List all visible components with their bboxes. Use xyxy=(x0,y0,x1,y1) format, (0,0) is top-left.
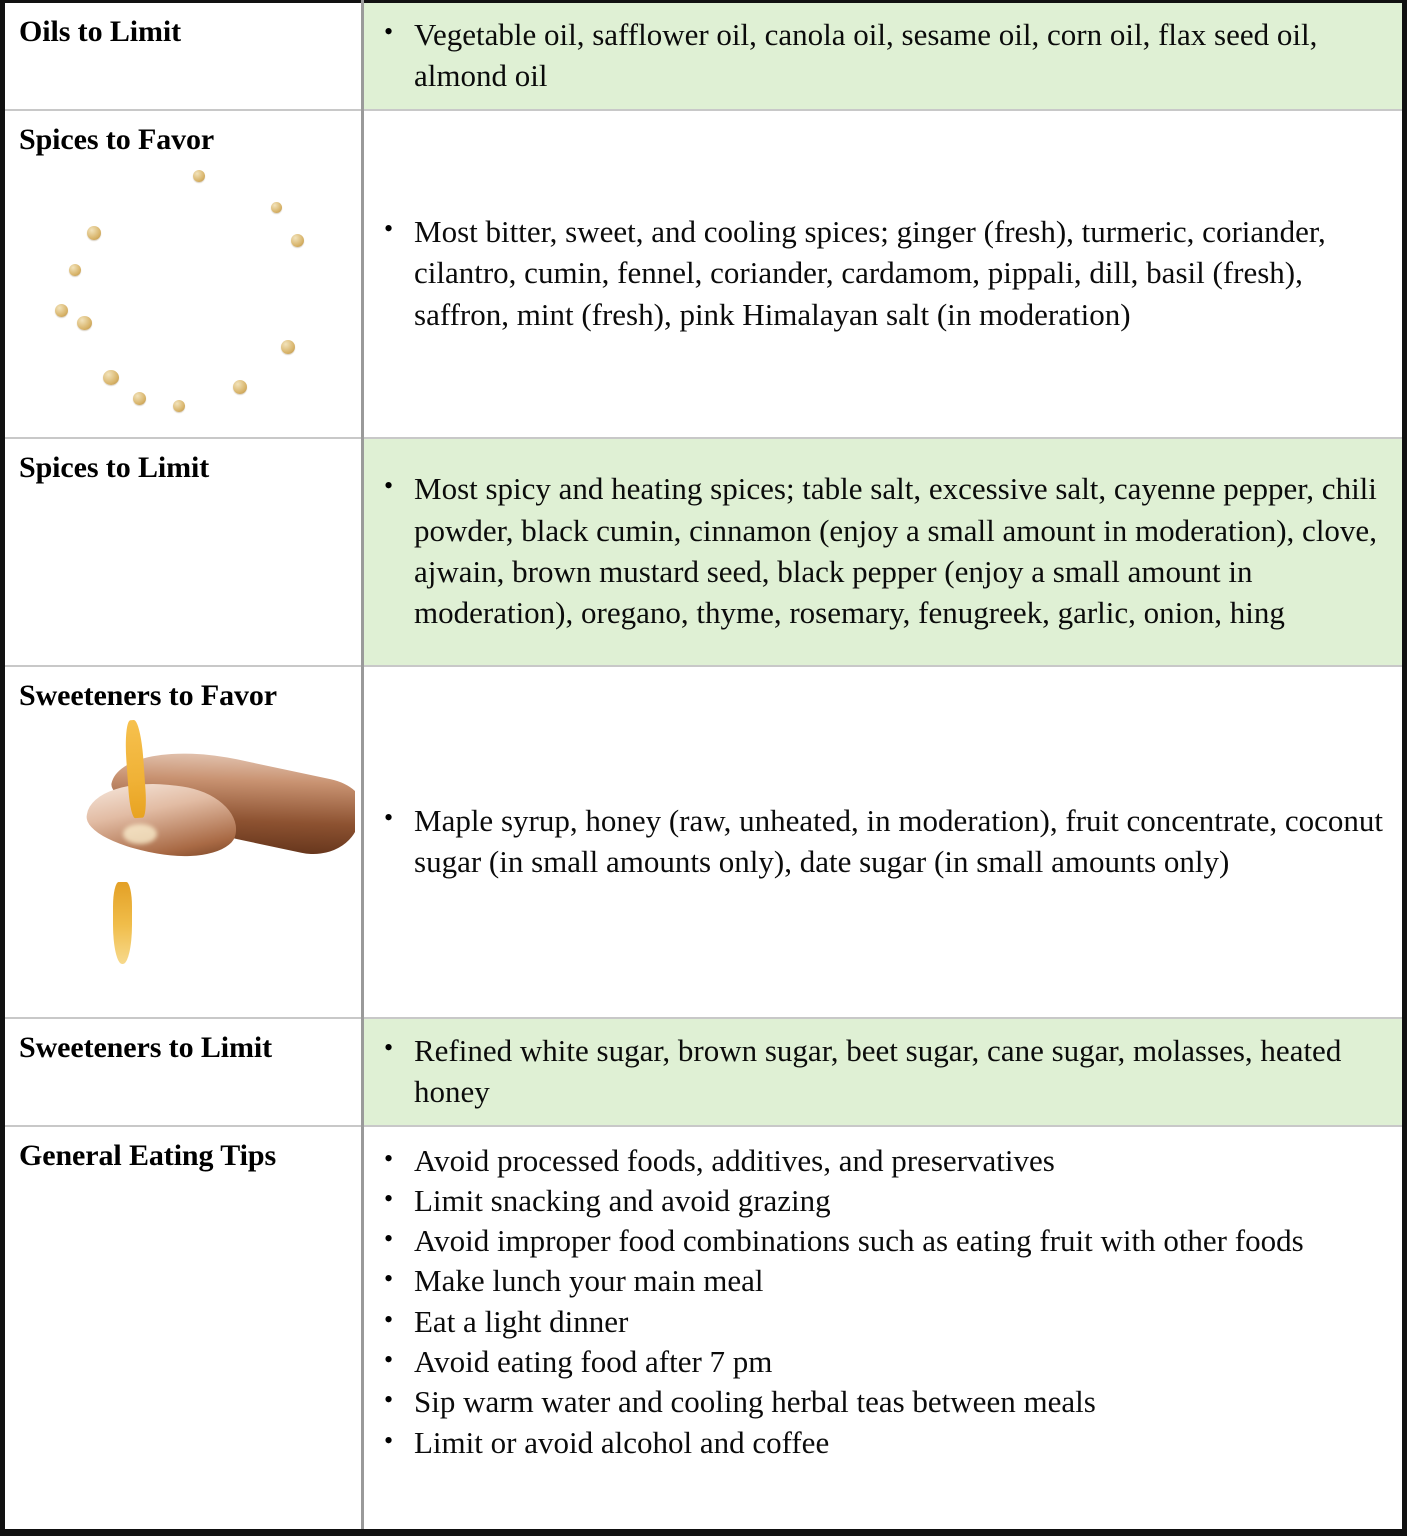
category-cell-general-eating-tips xyxy=(3,1126,363,1533)
honey-highlight xyxy=(123,824,157,844)
seed-grain xyxy=(291,234,304,247)
honey-spoon-photo xyxy=(35,720,355,970)
honey-drip xyxy=(113,882,132,964)
items-cell-spices-to-limit xyxy=(363,438,1405,666)
seed-grain xyxy=(281,340,295,354)
list-item: • Avoid eating food after 7 pm xyxy=(410,1342,1388,1382)
category-cell-sweeteners-to-limit xyxy=(3,1018,363,1126)
item-list xyxy=(376,800,1388,883)
seed-grain xyxy=(55,304,68,317)
category-cell-sweeteners-to-favor xyxy=(3,666,363,1018)
category-label: Oils to Limit xyxy=(19,15,182,48)
seed-grain xyxy=(77,316,92,330)
category-cell-spices-to-favor xyxy=(3,110,363,438)
table-row xyxy=(3,1126,1405,1533)
seed-grain xyxy=(87,226,101,240)
category-label: Spices to Limit xyxy=(19,450,210,484)
item-list xyxy=(376,211,1388,335)
list-item: • Refined white sugar, brown sugar, beet sugar, cane sugar, molasses, heated honey xyxy=(410,1030,1388,1113)
table-row xyxy=(3,666,1405,1018)
items-cell-general-eating-tips xyxy=(363,1126,1405,1533)
category-label: Sweeteners to Favor xyxy=(19,678,278,712)
items-cell-sweeteners-to-favor xyxy=(363,666,1405,1018)
list-item: • Eat a light dinner xyxy=(410,1302,1388,1342)
category-cell-spices-to-limit xyxy=(3,438,363,666)
category-label: General Eating Tips xyxy=(19,1138,277,1172)
category-label: Spices to Favor xyxy=(19,122,215,156)
item-list xyxy=(376,1141,1388,1463)
item-list xyxy=(376,1030,1388,1113)
seed-grain xyxy=(133,392,146,405)
list-item: • Vegetable oil, safflower oil, canola oil, sesame oil, corn oil, flax seed oil, almond oil xyxy=(410,14,1388,97)
item-list xyxy=(376,14,1388,97)
table-row xyxy=(3,110,1405,438)
items-cell-sweeteners-to-limit xyxy=(363,1018,1405,1126)
seed-grain xyxy=(103,370,119,385)
table-row xyxy=(3,438,1405,666)
items-cell-oils-to-limit xyxy=(363,2,1405,110)
list-item: • Most bitter, sweet, and cooling spices; ginger (fresh), turmeric, coriander, cilantro, cumin, fennel, coriander, cardamom, pippali, dill, basil (fresh), saffron, mint (fresh), pink Himalayan salt (in moderation) xyxy=(410,211,1388,335)
list-item: • Avoid processed foods, additives, and preservatives xyxy=(410,1141,1388,1181)
list-item: • Limit snacking and avoid grazing xyxy=(410,1181,1388,1221)
list-item: • Avoid improper food combinations such as eating fruit with other foods xyxy=(410,1221,1388,1261)
item-list xyxy=(376,468,1388,634)
list-item: • Limit or avoid alcohol and coffee xyxy=(410,1423,1388,1463)
seed-grain xyxy=(193,170,205,182)
category-cell-oils-to-limit xyxy=(3,2,363,110)
seed-grain xyxy=(233,380,247,394)
list-item: • Sip warm water and cooling herbal teas between meals xyxy=(410,1382,1388,1422)
coriander-seeds-photo xyxy=(33,164,333,414)
list-item: • Maple syrup, honey (raw, unheated, in moderation), fruit concentrate, coconut sugar (in small amounts only), date sugar (in small amounts only) xyxy=(410,800,1388,883)
table-row xyxy=(3,1018,1405,1126)
seed-grain xyxy=(271,202,282,213)
seed-pile-mass xyxy=(81,182,287,388)
seed-grain xyxy=(173,400,185,412)
list-item: • Make lunch your main meal xyxy=(410,1261,1388,1301)
seed-grain xyxy=(69,264,81,276)
list-item: • Most spicy and heating spices; table salt, excessive salt, cayenne pepper, chili powder, black cumin, cinnamon (enjoy a small amount in moderation), clove, ajwain, brown mustard seed, black pepper (enjoy a small amount in moderation), oregano, thyme, rosemary, fenugreek, garlic, onion, hing xyxy=(410,468,1388,634)
category-label: Sweeteners to Limit xyxy=(19,1030,273,1064)
table-row xyxy=(3,2,1405,110)
items-cell-spices-to-favor xyxy=(363,110,1405,438)
